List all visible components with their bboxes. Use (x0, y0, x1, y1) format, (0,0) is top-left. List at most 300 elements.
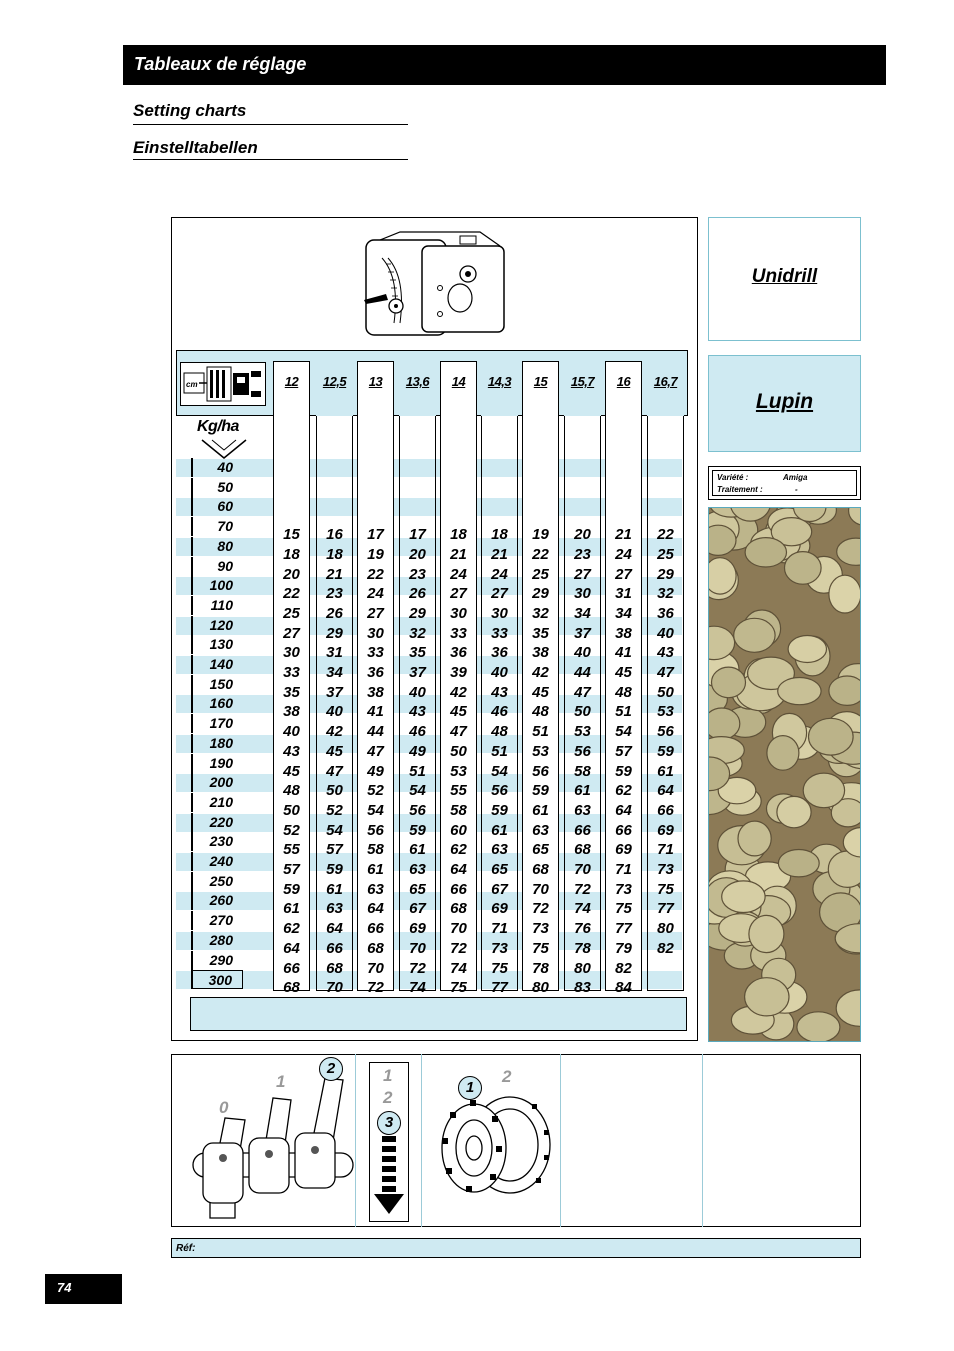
table-cell: 68 (367, 939, 384, 957)
flap-selected-badge: 2 (319, 1057, 343, 1081)
metering-unit-illustration (360, 228, 510, 343)
table-cell: 68 (283, 979, 300, 997)
ref-label: Réf: (176, 1243, 196, 1254)
table-cell: 71 (615, 861, 632, 878)
flap-setting-illustration (185, 1058, 355, 1223)
table-cell: 64 (657, 782, 674, 800)
table-cell: 70 (532, 880, 549, 898)
table-cell: 61 (532, 801, 549, 819)
table-cell: 22 (283, 585, 300, 603)
table-cell: 61 (367, 861, 384, 878)
table-cell: 82 (615, 959, 632, 977)
table-cell: 31 (326, 644, 343, 662)
table-cell: 74 (574, 900, 591, 918)
column-header: 13 (368, 374, 383, 389)
table-cell (647, 959, 684, 978)
table-cell: 70 (450, 920, 467, 938)
table-cell: 82 (657, 939, 674, 957)
seed (785, 552, 822, 585)
table-cell: 54 (367, 801, 384, 819)
table-cell: 31 (615, 585, 632, 603)
table-cell: 72 (367, 979, 384, 997)
table-cell: 30 (450, 604, 467, 622)
panel-divider (560, 1054, 561, 1227)
table-cell (564, 466, 601, 485)
table-cell: 19 (532, 526, 549, 544)
table-cell: 53 (450, 762, 467, 780)
table-cell: 83 (574, 979, 591, 997)
table-cell: 37 (574, 624, 591, 642)
table-cell: 46 (491, 703, 508, 721)
table-cell: 33 (450, 624, 467, 642)
table-cell: 59 (283, 880, 300, 898)
table-cell: 25 (532, 565, 549, 583)
table-cell: 73 (491, 939, 508, 957)
kg-row-label: 190 (191, 754, 243, 773)
table-cell: 18 (283, 545, 300, 563)
table-cell: 66 (450, 880, 467, 898)
flap-position-0: 0 (219, 1098, 229, 1117)
table-cell: 42 (450, 683, 467, 701)
table-cell: 69 (491, 900, 508, 918)
table-cell: 32 (409, 624, 426, 642)
table-cell: 19 (367, 545, 384, 563)
seed (829, 676, 861, 705)
table-cell: 68 (574, 841, 591, 859)
table-cell: 26 (326, 604, 343, 622)
table-cell: 51 (491, 742, 508, 760)
variety-value: Amiga (783, 473, 808, 482)
table-cell: 17 (409, 526, 426, 544)
table-cell (273, 505, 310, 524)
table-cell (316, 486, 353, 505)
table-cell: 57 (326, 841, 343, 859)
kg-row-label: 260 (191, 891, 243, 910)
table-cell: 52 (367, 782, 384, 800)
column-header: 14 (451, 374, 466, 389)
table-cell: 44 (574, 664, 591, 681)
table-cell: 61 (283, 900, 300, 918)
table-cell: 40 (409, 683, 426, 701)
table-cell: 70 (409, 939, 426, 957)
table-cell: 61 (409, 841, 426, 859)
header-bar (123, 45, 886, 85)
page-number: 74 (57, 1280, 72, 1295)
table-cell: 30 (367, 624, 384, 642)
table-cell: 43 (409, 703, 426, 721)
seed (797, 1012, 840, 1042)
kg-row-label: 140 (191, 655, 243, 674)
column-header: 14,3 (481, 361, 518, 416)
table-cell: 36 (367, 664, 384, 681)
table-cell: 66 (326, 939, 343, 957)
table-cell: 50 (657, 683, 674, 701)
table-cell: 45 (615, 664, 632, 681)
table-cell: 53 (532, 742, 549, 760)
table-cell: 72 (450, 939, 467, 957)
panel-divider (355, 1054, 356, 1227)
table-cell: 56 (491, 782, 508, 800)
panel-divider (702, 1054, 703, 1227)
table-cell: 67 (491, 880, 508, 898)
kg-row-label: 250 (191, 872, 243, 891)
table-cell: 84 (615, 979, 632, 997)
kg-row-label: 240 (191, 852, 243, 871)
table-cell: 29 (532, 585, 549, 603)
table-cell: 27 (450, 585, 467, 603)
table-cell: 18 (450, 526, 467, 544)
table-cell: 35 (409, 644, 426, 662)
title-de-underline (133, 159, 408, 160)
table-cell: 75 (657, 880, 674, 898)
seed (745, 978, 789, 1016)
table-cell: 66 (283, 959, 300, 977)
title-fr: Tableaux de réglage (134, 54, 307, 74)
table-cell (605, 505, 642, 524)
table-cell: 23 (409, 565, 426, 583)
table-cell: 34 (574, 604, 591, 622)
table-cell: 24 (450, 565, 467, 583)
kg-row-label: 280 (191, 931, 243, 950)
table-cell: 54 (409, 782, 426, 800)
table-cell: 65 (532, 841, 549, 859)
seed (809, 718, 854, 755)
table-cell: 53 (657, 703, 674, 721)
machine-name: Unidrill (751, 266, 818, 287)
table-cell: 59 (532, 782, 549, 800)
table-cell: 78 (574, 939, 591, 957)
table-cell: 18 (491, 526, 508, 544)
table-cell (440, 486, 477, 505)
kg-row-label: 150 (191, 675, 243, 694)
table-cell: 34 (326, 664, 343, 681)
table-cell: 21 (615, 526, 632, 544)
table-cell: 17 (367, 526, 384, 544)
table-cell: 62 (283, 920, 300, 938)
table-cell: 56 (574, 742, 591, 760)
kg-row-label: 40 (191, 458, 243, 477)
seed (849, 508, 861, 525)
column-header: 13,6 (399, 361, 436, 416)
table-cell: 56 (367, 821, 384, 839)
kg-row-label: 220 (191, 813, 243, 832)
table-cell: 56 (532, 762, 549, 780)
table-cell: 71 (491, 920, 508, 938)
table-cell (316, 505, 353, 524)
table-cell: 16 (326, 526, 343, 544)
table-cell: 73 (615, 880, 632, 898)
table-cell: 50 (283, 801, 300, 819)
panel-divider (421, 1054, 422, 1227)
table-cell: 21 (491, 545, 508, 563)
machine-name-box (708, 217, 861, 341)
table-cell: 32 (532, 604, 549, 622)
table-cell: 29 (409, 604, 426, 622)
table-cell: 69 (615, 841, 632, 859)
seed-texture (709, 508, 861, 1042)
table-cell: 63 (409, 861, 426, 878)
column-header: 15,7 (564, 361, 601, 416)
table-cell: 30 (283, 644, 300, 662)
table-cell (357, 486, 394, 505)
reference-bar (171, 1238, 861, 1258)
table-cell: 51 (409, 762, 426, 780)
kg-row-label: 60 (191, 497, 243, 516)
table-cell: 35 (532, 624, 549, 642)
kg-row-label: 110 (191, 596, 243, 615)
kg-row-label: 230 (191, 832, 243, 851)
table-cell: 77 (491, 979, 508, 997)
table-cell: 18 (326, 545, 343, 563)
table-cell: 75 (615, 900, 632, 918)
table-cell: 63 (532, 821, 549, 839)
icon-cm-label: cm (186, 380, 198, 389)
table-cell: 54 (615, 723, 632, 741)
kg-row-label: 80 (191, 537, 243, 556)
table-cell: 48 (491, 723, 508, 741)
table-cell: 35 (283, 683, 300, 701)
table-cell: 49 (367, 762, 384, 780)
table-cell: 21 (450, 545, 467, 563)
table-cell: 64 (326, 920, 343, 938)
table-cell (273, 486, 310, 505)
table-cell: 25 (283, 604, 300, 622)
table-cell: 64 (367, 900, 384, 918)
table-cell: 63 (367, 880, 384, 898)
table-cell: 59 (491, 801, 508, 819)
column-header: 15 (533, 374, 548, 389)
table-cell: 37 (326, 683, 343, 701)
drill-cm-icon (181, 363, 265, 405)
table-cell: 61 (574, 782, 591, 800)
table-cell: 59 (326, 861, 343, 878)
table-cell: 63 (326, 900, 343, 918)
seed (837, 538, 861, 565)
table-cell: 77 (657, 900, 674, 918)
table-cell: 45 (532, 683, 549, 701)
table-cell: 26 (409, 585, 426, 603)
seed (778, 850, 819, 877)
kg-row-label: 90 (191, 557, 243, 576)
table-cell: 70 (574, 861, 591, 878)
table-cell (273, 466, 310, 485)
table-cell: 72 (574, 880, 591, 898)
table-cell: 80 (532, 979, 549, 997)
seed (722, 881, 765, 913)
table-cell: 51 (615, 703, 632, 721)
table-cell: 64 (450, 861, 467, 878)
table-cell: 68 (450, 900, 467, 918)
table-cell: 75 (532, 939, 549, 957)
table-cell: 68 (532, 861, 549, 878)
table-cell: 54 (326, 821, 343, 839)
table-cell (522, 466, 559, 485)
table-cell: 43 (491, 683, 508, 701)
table-cell: 48 (283, 782, 300, 800)
table-cell: 59 (657, 742, 674, 760)
kg-row-label: 170 (191, 714, 243, 733)
seed (749, 915, 784, 952)
table-cell: 44 (367, 723, 384, 741)
table-cell: 70 (367, 959, 384, 977)
table-cell: 59 (409, 821, 426, 839)
table-cell: 47 (326, 762, 343, 780)
table-cell (647, 978, 684, 997)
table-cell: 58 (450, 801, 467, 819)
table-cell (647, 486, 684, 505)
table-cell: 56 (657, 723, 674, 741)
table-cell: 69 (409, 920, 426, 938)
table-cell (399, 486, 436, 505)
table-cell: 61 (657, 762, 674, 780)
table-cell: 48 (532, 703, 549, 721)
table-cell: 71 (657, 841, 674, 859)
table-cell: 36 (657, 604, 674, 622)
column-header: 16,7 (647, 361, 684, 416)
gear-option-2: 2 (502, 1067, 512, 1086)
table-cell: 78 (532, 959, 549, 977)
table-cell: 40 (657, 624, 674, 642)
gear-selected-badge: 1 (458, 1076, 482, 1100)
table-cell: 22 (657, 526, 674, 544)
table-cell: 74 (450, 959, 467, 977)
table-cell: 55 (450, 782, 467, 800)
table-cell: 64 (615, 801, 632, 819)
table-cell: 40 (491, 664, 508, 681)
table-cell: 48 (615, 683, 632, 701)
kg-row-label: 300 (191, 970, 243, 989)
table-cell: 23 (326, 585, 343, 603)
table-cell: 54 (491, 762, 508, 780)
kg-row-label: 290 (191, 951, 243, 970)
table-cell: 29 (326, 624, 343, 642)
table-cell: 66 (367, 920, 384, 938)
gearbox-sprocket-illustration (432, 1090, 557, 1200)
table-cell: 75 (450, 979, 467, 997)
table-cell: 62 (450, 841, 467, 859)
table-cell: 25 (657, 545, 674, 563)
title-en: Setting charts (133, 101, 247, 120)
column-header: 12,5 (316, 361, 353, 416)
table-cell: 63 (491, 841, 508, 859)
table-cell: 53 (574, 723, 591, 741)
table-cell: 47 (367, 742, 384, 760)
table-cell: 58 (574, 762, 591, 780)
table-cell: 22 (532, 545, 549, 563)
table-cell (357, 505, 394, 524)
table-cell: 27 (574, 565, 591, 583)
kg-row-label: 180 (191, 734, 243, 753)
table-cell: 33 (367, 644, 384, 662)
table-cell: 41 (615, 644, 632, 662)
table-cell: 58 (367, 841, 384, 859)
table-cell: 66 (615, 821, 632, 839)
table-cell: 38 (532, 644, 549, 662)
column-header: 12 (284, 374, 299, 389)
table-cell: 50 (574, 703, 591, 721)
kg-row-label: 120 (191, 616, 243, 635)
table-cell: 66 (657, 801, 674, 819)
table-cell: 80 (657, 920, 674, 938)
table-cell: 40 (326, 703, 343, 721)
table-cell: 36 (491, 644, 508, 662)
table-cell: 57 (283, 861, 300, 878)
table-cell: 15 (283, 526, 300, 544)
table-cell: 55 (283, 841, 300, 859)
table-cell: 40 (283, 723, 300, 741)
agitator-step-1: 1 (383, 1066, 393, 1085)
table-cell: 49 (409, 742, 426, 760)
table-cell: 27 (367, 604, 384, 622)
table-cell: 34 (615, 604, 632, 622)
table-cell: 43 (657, 644, 674, 662)
table-cell: 67 (409, 900, 426, 918)
table-cell: 75 (491, 959, 508, 977)
table-cell: 65 (409, 880, 426, 898)
table-cell: 24 (615, 545, 632, 563)
table-cell: 45 (283, 762, 300, 780)
table-cell: 68 (326, 959, 343, 977)
table-cell: 30 (574, 585, 591, 603)
table-cell (522, 505, 559, 524)
seed (738, 821, 771, 856)
table-cell: 72 (409, 959, 426, 977)
table-cell: 61 (326, 880, 343, 898)
kg-row-label: 270 (191, 911, 243, 930)
table-cell: 56 (409, 801, 426, 819)
treatment-label: Traitement : (717, 485, 763, 494)
table-cell (522, 486, 559, 505)
seed (803, 773, 844, 808)
table-cell: 77 (615, 920, 632, 938)
seed (709, 708, 740, 739)
variety-box (708, 466, 861, 500)
seed (829, 575, 861, 613)
table-cell: 69 (657, 821, 674, 839)
treatment-value: - (795, 485, 798, 494)
table-cell: 52 (283, 821, 300, 839)
table-cell: 24 (491, 565, 508, 583)
kg-row-label: 210 (191, 793, 243, 812)
seed (836, 990, 861, 1026)
title-de: Einstelltabellen (133, 138, 258, 157)
table-cell (440, 466, 477, 485)
table-cell: 42 (532, 664, 549, 681)
table-cell (481, 466, 518, 485)
seed (788, 636, 826, 663)
table-cell: 70 (326, 979, 343, 997)
dashed-arrow-down-icon (372, 1136, 406, 1218)
seed (777, 796, 811, 827)
table-cell: 50 (326, 782, 343, 800)
table-cell (605, 486, 642, 505)
table-cell: 45 (326, 742, 343, 760)
table-cell (399, 505, 436, 524)
table-cell: 41 (367, 703, 384, 721)
table-cell: 29 (657, 565, 674, 583)
seed (767, 736, 799, 771)
seed (712, 667, 746, 698)
seed (778, 678, 821, 705)
seed (734, 618, 775, 652)
table-cell: 43 (283, 742, 300, 760)
table-cell (647, 466, 684, 485)
table-cell (357, 466, 394, 485)
title-en-underline (133, 124, 408, 125)
page-number-box (45, 1274, 122, 1304)
table-cell (564, 505, 601, 524)
table-cell: 66 (574, 821, 591, 839)
